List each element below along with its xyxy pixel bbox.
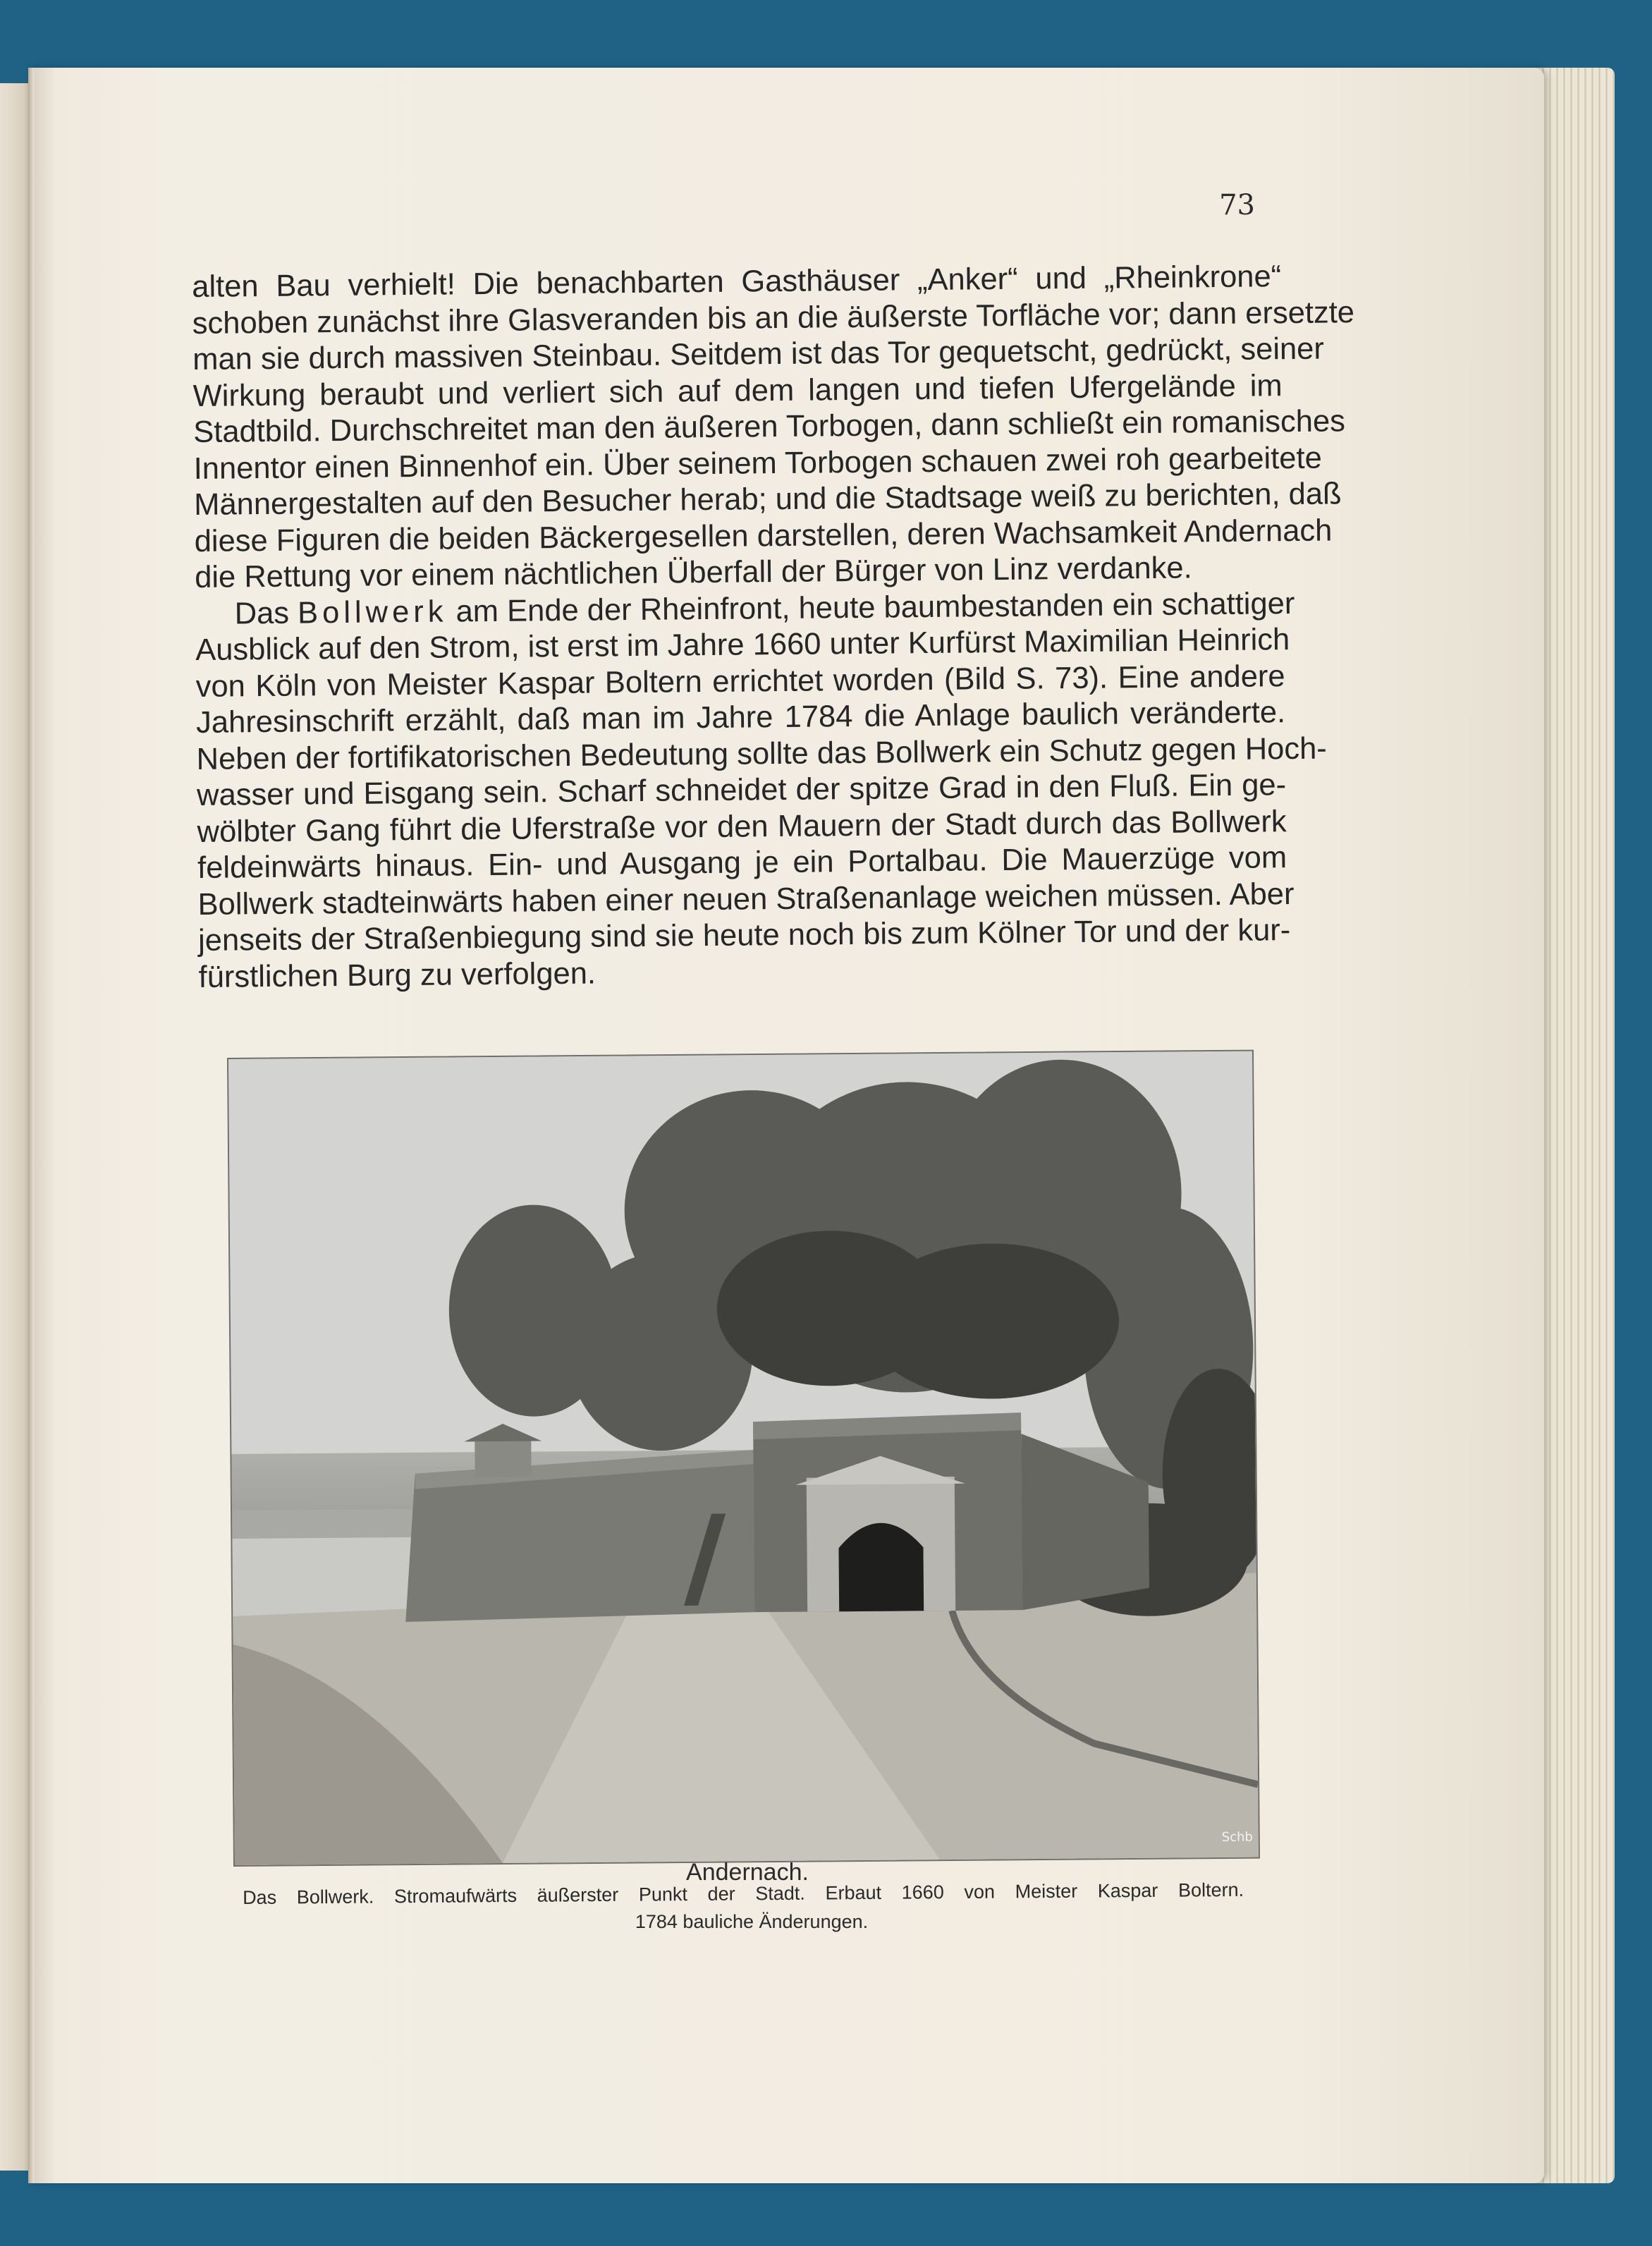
text-line: diese Figuren die beiden Bäckergesellen darstellen, deren Wachsamkeit Andernach	[194, 513, 1333, 559]
photograph-drawing	[228, 1051, 1259, 1865]
text-line: Neben der fortifikatorischen Bedeutung sollte das Bollwerk ein Schutz gegen Hoch-	[196, 731, 1327, 776]
caption-line-1: Das Bollwerk. Stromaufwärts äußerster Punkt der Stadt. Erbaut 1660 von Meister Kaspar Boltern.	[243, 1879, 1244, 1908]
text-line: Wirkung beraubt und verliert sich auf dem langen und tiefen Ufergelände im	[192, 368, 1283, 413]
text-line: Stadtbild. Durchschreitet man den äußeren Torbogen, dann schließt ein romanisches	[192, 404, 1346, 449]
text-line: alten Bau verhielt! Die benachbarten Gasthäuser „Anker“ und „Rheinkrone“	[192, 260, 1282, 304]
text-line: Jahresinschrift erzählt, daß man im Jahre 1784 die Anlage baulich veränderte.	[195, 695, 1286, 740]
text-line: fürstlichen Burg zu verfolgen.	[198, 956, 596, 994]
text-line: wölbter Gang führt die Uferstraße vor den Mauern der Stadt durch das Bollwerk	[197, 804, 1287, 849]
body-text	[192, 259, 1355, 996]
text-line: Männergestalten auf den Besucher herab; und die Stadtsage weiß zu berichten, daß	[193, 477, 1342, 522]
text-line: Innentor einen Binnenhof ein. Über seinem Torbogen schauen zwei roh gearbeitete	[193, 441, 1322, 486]
text-line: wasser und Eisgang sein. Scharf schneidet der spitze Grad in den Fluß. Ein ge-	[196, 768, 1287, 812]
text-line: Bollwerk stadteinwärts haben einer neuen Straßenanlage weichen müssen. Aber	[197, 877, 1295, 922]
spaced-term: Bollwerk	[297, 594, 448, 630]
text-line: schoben zunächst ihre Glasveranden bis an die äußerste Torfläche vor; dann ersetzte	[192, 295, 1355, 341]
bollwerk-photograph	[227, 1050, 1260, 1867]
page-number: 73	[1219, 189, 1255, 221]
paragraph-2	[195, 586, 1327, 996]
text-line: die Rettung vor einem nächtlichen Überfall der Bürger von Linz verdanke.	[194, 551, 1192, 594]
paragraph-1	[192, 259, 1355, 596]
para2-rest: am Ende der Rheinfront, heute baumbestanden ein schattiger	[447, 586, 1295, 629]
page-gutter	[28, 68, 34, 2183]
text-line: jenseits der Straßenbiegung sind sie heute noch bis zum Kölner Tor und der kur-	[197, 913, 1291, 958]
text-line: Ausblick auf den Strom, ist erst im Jahre 1660 unter Kurfürst Maximilian Heinrich	[195, 623, 1290, 667]
photo-signature: Schb	[1221, 1829, 1253, 1845]
text-line: feldeinwärts hinaus. Ein- und Ausgang je ein Portalbau. Die Mauerzüge vom	[197, 841, 1287, 885]
text-line: von Köln von Meister Kaspar Boltern errichtet worden (Bild S. 73). Eine andere	[195, 659, 1285, 704]
text-line: man sie durch massiven Steinbau. Seitdem ist das Tor gequetscht, gedrückt, seiner	[192, 331, 1325, 377]
para2-lead: Das	[234, 596, 298, 630]
caption-line-2: 1784 bauliche Änderungen.	[635, 1911, 869, 1932]
caption-title: Andernach.	[686, 1859, 809, 1886]
